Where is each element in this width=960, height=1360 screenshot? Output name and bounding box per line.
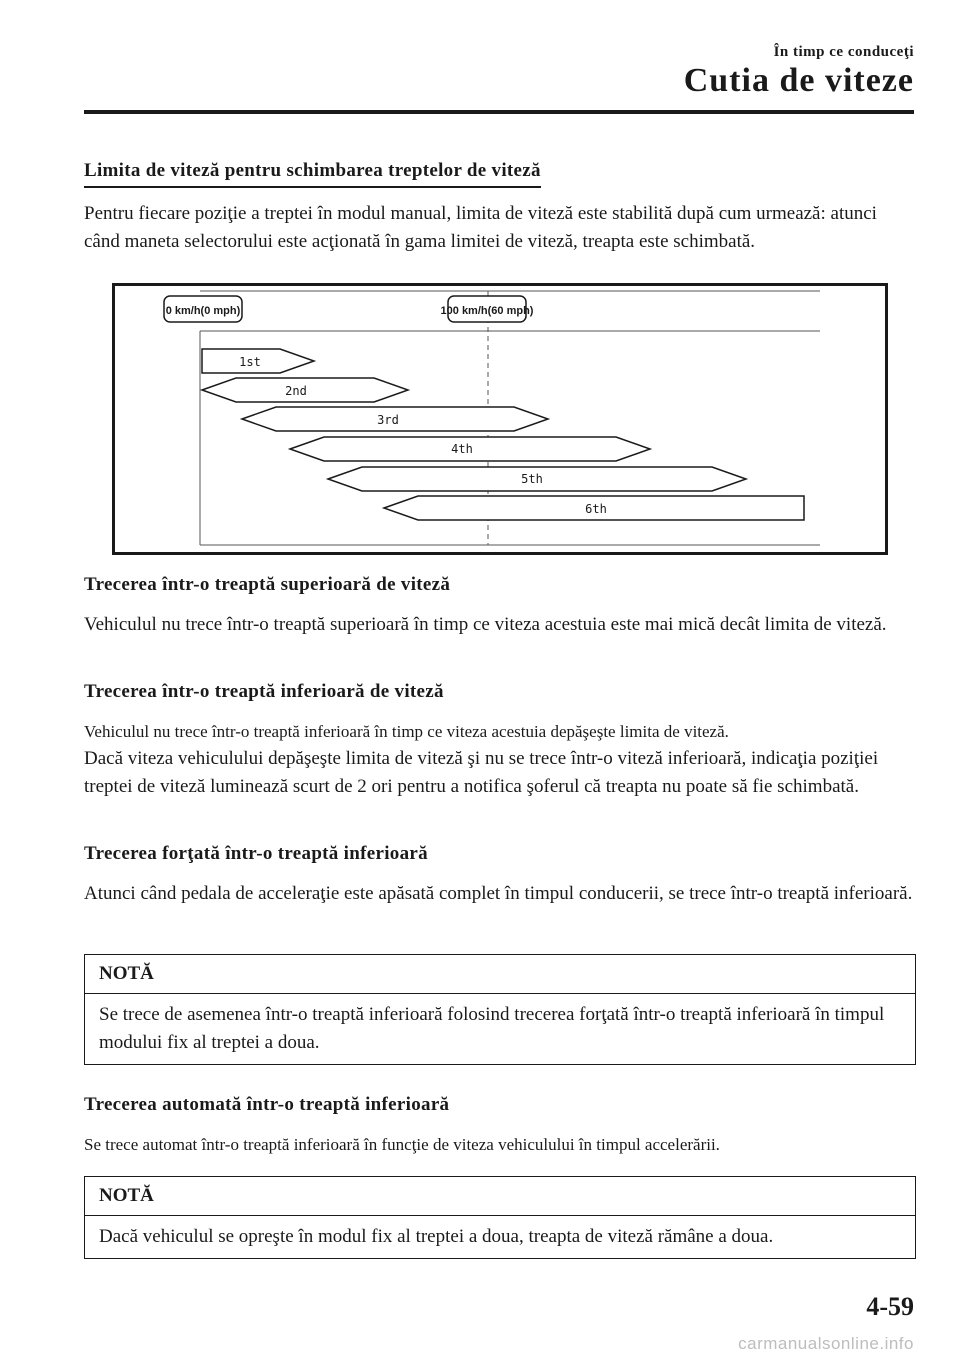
svg-text:0 km/h(0 mph): 0 km/h(0 mph) <box>165 305 241 317</box>
auto-downshift-heading: Trecerea automată într-o treaptă inferioară <box>84 1094 450 1115</box>
gear-band-6th <box>384 496 804 520</box>
kickdown-heading: Trecerea forţată într-o treaptă inferioară <box>84 843 428 864</box>
header-divider <box>84 110 914 114</box>
note-box-2 <box>84 1176 916 1259</box>
svg-text:100 km/h(60 mph): 100 km/h(60 mph) <box>440 305 534 317</box>
speed-label-0 <box>164 296 242 322</box>
gear-band-2nd <box>202 378 408 402</box>
note-text: Dacă vehiculul se opreşte în modul fix al treptei a doua, treapta de viteză rămâne a doua. <box>99 1226 774 1247</box>
svg-text:1st: 1st <box>239 355 261 369</box>
note-title: NOTĂ <box>85 955 915 994</box>
gear-band-5th <box>328 467 746 491</box>
gear-band-3rd <box>242 407 548 431</box>
svg-text:4th: 4th <box>451 442 473 456</box>
speed-label-100 <box>441 296 534 322</box>
svg-text:2nd: 2nd <box>285 384 307 398</box>
note-title: NOTĂ <box>85 1177 915 1216</box>
auto-downshift-text: Se trece automat într-o treaptă inferioară în funcţie de viteza vehiculului în timpul accelerării. <box>84 1135 720 1154</box>
speed-limit-text: Pentru fiecare poziţie a treptei în modul manual, limita de viteză este stabilită după cum urmează: atunci când maneta selectorului este acţionată în gama limitei de viteză, treapta este schimbată. <box>84 203 877 252</box>
note-box-1 <box>84 954 916 1065</box>
note-text: Se trece de asemenea într-o treaptă inferioară folosind trecerea forţată într-o treaptă inferioară în timpul modului fix al treptei a doua. <box>99 1004 885 1053</box>
downshift-text-2: Dacă viteza vehiculului depăşeşte limita de viteză şi nu se trece într-o viteză inferioară, indicaţia poziţiei treptei de viteză luminează scurt de 2 ori pentru a notifica şoferul că treapta nu poate să fie schimbată. <box>84 748 879 797</box>
kickdown-text: Atunci când pedala de acceleraţie este apăsată complet în timpul conducerii, se trece într-o treaptă inferioară. <box>84 883 913 904</box>
page-number: 4-59 <box>866 1292 914 1321</box>
section-label: În timp ce conduceţi <box>773 44 914 60</box>
svg-text:3rd: 3rd <box>377 413 399 427</box>
gear-speed-diagram <box>112 283 888 555</box>
downshift-heading: Trecerea într-o treaptă inferioară de viteză <box>84 681 444 702</box>
svg-text:6th: 6th <box>585 502 607 516</box>
downshift-text-1: Vehiculul nu trece într-o treaptă inferioară în timp ce viteza acestuia depăşeşte limita de viteză. <box>84 722 729 741</box>
upshift-heading: Trecerea într-o treaptă superioară de viteză <box>84 574 451 595</box>
watermark: carmanualsonline.info <box>738 1334 914 1353</box>
svg-text:5th: 5th <box>521 472 543 486</box>
page-title: Cutia de viteze <box>683 62 914 99</box>
speed-limit-heading: Limita de viteză pentru schimbarea treptelor de viteză <box>84 160 541 188</box>
gear-band-4th <box>290 437 650 461</box>
upshift-text: Vehiculul nu trece într-o treaptă superioară în timp ce viteza acestuia este mai mică decât limita de viteză. <box>84 614 887 635</box>
